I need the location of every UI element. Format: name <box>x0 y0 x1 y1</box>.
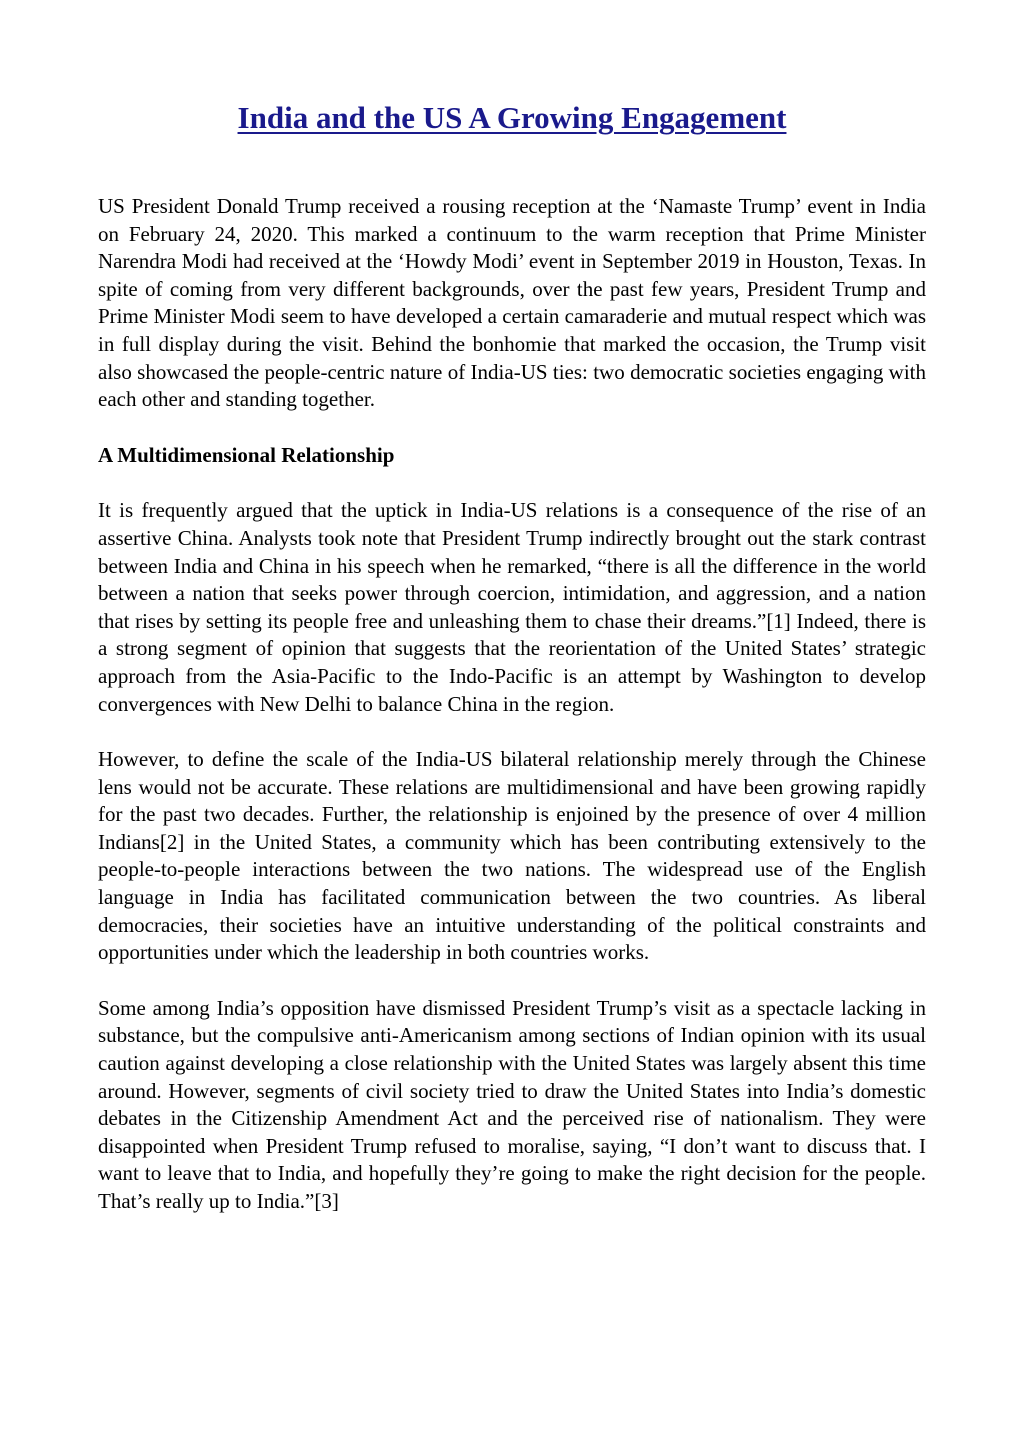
section-heading: A Multidimensional Relationship <box>98 442 395 467</box>
intro-paragraph: US President Donald Trump received a rousing reception at the ‘Namaste Trump’ event in India on February 24, 2020. This marked a continuum to the warm reception that Prime Minister Narendra Modi had received at the ‘Howdy Modi’ event in September 2019 in Houston, Texas. In spite of coming from very different backgrounds, over the past few years, President Trump and Prime Minister Modi seem to have developed a certain camaraderie and mutual respect which was in full display during the visit. Behind the bonhomie that marked the occasion, the Trump visit also showcased the people-centric nature of India-US ties: two democratic societies engaging with each other and standing together. <box>98 194 926 412</box>
bilateral-relations-paragraph: However, to define the scale of the India-US bilateral relationship merely through the Chinese lens would not be accurate. These relations are multidimensional and have been growing rapidly for the past two decades. Further, the relationship is enjoined by the presence of over 4 million Indians[2] in the United States, a community which has been contributing extensively to the people-to-people interactions between the two nations. The widespread use of the English language in India has facilitated communication between the two countries. As liberal democracies, their societies have an intuitive understanding of the political constraints and opportunities under which the leadership in both countries works. <box>98 747 926 965</box>
document-title-link[interactable]: India and the US A Growing Engagement <box>237 100 787 135</box>
china-context-paragraph: It is frequently argued that the uptick in India-US relations is a consequence of the rise of an assertive China. Analysts took note that President Trump indirectly brought out the stark contrast between India and China in his speech when he remarked, “there is all the difference in the world between a nation that seeks power through coercion, intimidation, and aggression, and a nation that rises by setting its people free and unleashing them to chase their dreams.”[1] Indeed, there is a strong segment of opinion that suggests that the reorientation of the United States’ strategic approach from the Asia-Pacific to the Indo-Pacific is an attempt by Washington to develop convergences with New Delhi to balance China in the region. <box>98 498 926 716</box>
domestic-opinion-paragraph: Some among India’s opposition have dismissed President Trump’s visit as a spectacle lacking in substance, but the compulsive anti-Americanism among sections of Indian opinion with its usual caution against developing a close relationship with the United States was largely absent this time around. However, segments of civil society tried to draw the United States into India’s domestic debates in the Citizenship Amendment Act and the perceived rise of nationalism. They were disappointed when President Trump refused to moralise, saying, “I don’t want to discuss that. I want to leave that to India, and hopefully they’re going to make the right decision for the people. That’s really up to India.”[3] <box>98 995 926 1213</box>
document-body <box>98 193 926 1244</box>
